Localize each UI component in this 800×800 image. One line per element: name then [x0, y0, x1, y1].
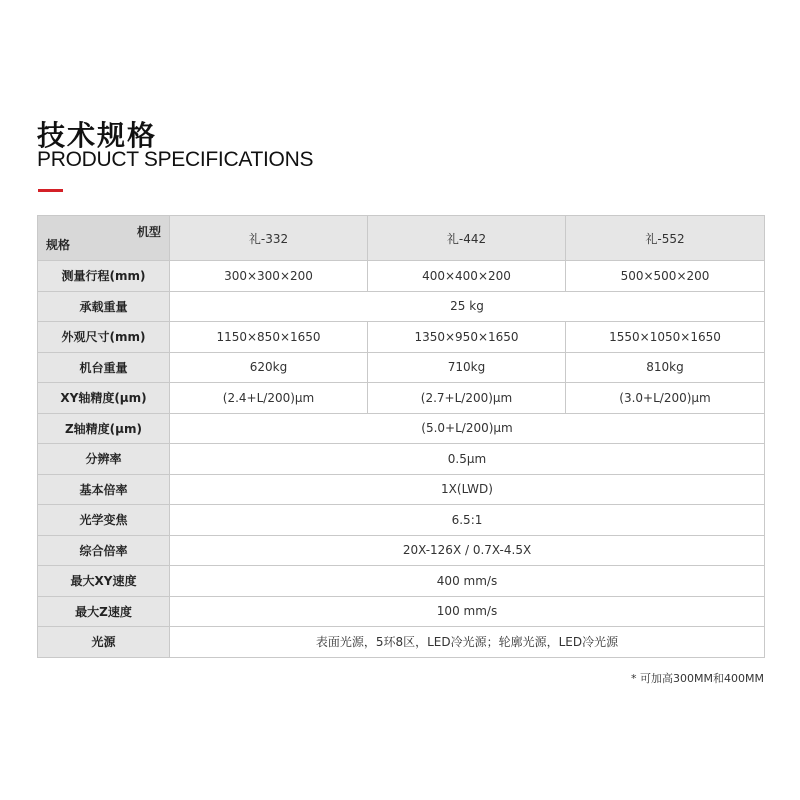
- row-label: 分辨率: [38, 444, 170, 475]
- corner-label-model: 机型: [136, 225, 161, 239]
- table-cell: 1350×950×1650: [368, 322, 566, 353]
- table-row: [38, 505, 765, 536]
- row-label: XY轴精度(μm): [38, 383, 170, 414]
- table-cell-merged: (5.0+L/200)μm: [170, 413, 765, 444]
- table-cell-merged: 6.5:1: [170, 505, 765, 536]
- table-cell-merged: 1X(LWD): [170, 474, 765, 505]
- table-cell: 620kg: [170, 352, 368, 383]
- model-header: 礼-552: [566, 216, 765, 261]
- table-row: [38, 383, 765, 414]
- table-header-row: [38, 216, 765, 261]
- table-row: [38, 444, 765, 475]
- row-label: 外观尺寸(mm): [38, 322, 170, 353]
- table-cell-merged: 20X-126X / 0.7X-4.5X: [170, 535, 765, 566]
- table-row: [38, 261, 765, 292]
- table-row: [38, 291, 765, 322]
- table-row: [38, 596, 765, 627]
- row-label: 测量行程(mm): [38, 261, 170, 292]
- accent-divider: [38, 189, 63, 192]
- row-label: 综合倍率: [38, 535, 170, 566]
- table-row: [38, 566, 765, 597]
- table-row: [38, 413, 765, 444]
- table-cell-merged: 表面光源，5环8区，LED冷光源；轮廓光源，LED冷光源: [170, 627, 765, 658]
- spec-table: [37, 215, 765, 658]
- table-row: [38, 352, 765, 383]
- row-label: 机台重量: [38, 352, 170, 383]
- table-cell: 500×500×200: [566, 261, 765, 292]
- row-label: 最大XY速度: [38, 566, 170, 597]
- page-title-cn: 技术规格: [37, 119, 158, 152]
- table-cell-merged: 0.5μm: [170, 444, 765, 475]
- footnote: * 可加高300MM和400MM: [631, 672, 764, 685]
- page-title-en: PRODUCT SPECIFICATIONS: [37, 148, 314, 171]
- corner-label-spec: 规格: [46, 238, 71, 252]
- table-cell: 400×400×200: [368, 261, 566, 292]
- row-label: 基本倍率: [38, 474, 170, 505]
- row-label: 光学变焦: [38, 505, 170, 536]
- table-cell: (2.4+L/200)μm: [170, 383, 368, 414]
- row-label: Z轴精度(μm): [38, 413, 170, 444]
- corner-cell: [38, 216, 170, 261]
- table-cell: 300×300×200: [170, 261, 368, 292]
- table-cell-merged: 400 mm/s: [170, 566, 765, 597]
- table-row: [38, 627, 765, 658]
- row-label: 最大Z速度: [38, 596, 170, 627]
- table-cell: (3.0+L/200)μm: [566, 383, 765, 414]
- table-row: [38, 474, 765, 505]
- table-cell: (2.7+L/200)μm: [368, 383, 566, 414]
- table-cell-merged: 25 kg: [170, 291, 765, 322]
- table-row: [38, 535, 765, 566]
- table-cell: 710kg: [368, 352, 566, 383]
- row-label: 承载重量: [38, 291, 170, 322]
- model-header: 礼-332: [170, 216, 368, 261]
- model-header: 礼-442: [368, 216, 566, 261]
- table-cell: 1150×850×1650: [170, 322, 368, 353]
- table-cell: 1550×1050×1650: [566, 322, 765, 353]
- table-cell: 810kg: [566, 352, 765, 383]
- table-row: [38, 322, 765, 353]
- row-label: 光源: [38, 627, 170, 658]
- table-cell-merged: 100 mm/s: [170, 596, 765, 627]
